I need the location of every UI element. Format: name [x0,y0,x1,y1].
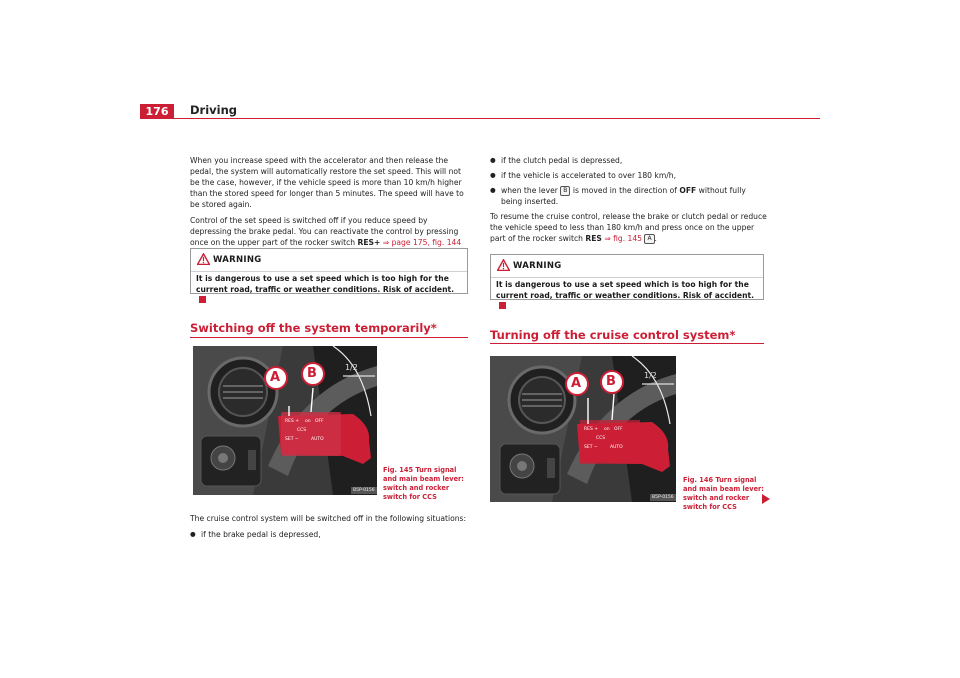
control-key: A [644,234,654,244]
end-marker-icon [499,302,506,309]
figure-caption: Fig. 146 Turn signal and main beam lever: switch and rocker switch for CCS [683,476,764,511]
figure-label-b: B [307,366,317,381]
dashboard-illustration [193,346,377,495]
key-label: RES+ [357,238,381,247]
paragraph: Control of the set speed is switched off if you reduce speed by depressing the brake pedal. You can reactivate the control by pressing once on the upper part of the rocker switch RES+ ⇒ page 175, fig. 144 [190,215,468,259]
paragraph: When you increase speed with the accelerator and then release the pedal, the system will automatically restore the set speed. This will not be the case, however, if the vehicle speed is more than 10 km/h higher than the stored speed for longer than 5 minutes. The speed will have to be stored again. [190,156,464,209]
svg-text:SET −: SET − [285,437,299,442]
figure-caption: Fig. 145 Turn signal and main beam lever: switch and rocker switch for CCS [383,466,464,501]
figure-label-a: A [270,370,281,385]
header-rule [140,118,820,119]
list-item: ● if the clutch pedal is depressed, [490,155,768,166]
section-rule [490,343,764,344]
paragraph: The cruise control system will be switched off in the following situations: [190,514,467,523]
key-label: OFF [679,186,697,195]
figure-label-b: B [606,374,616,389]
figure-145 [193,346,377,495]
warning-box [190,248,468,294]
figure-code: B5P-0156 [652,495,674,500]
section-title: Turning off the cruise control system* [490,328,736,342]
svg-text:on: on [305,419,311,424]
end-marker-icon [199,296,206,303]
paragraph: To resume the cruise control, release the brake or clutch pedal or reduce the vehicle speed to less than 180 km/h and press once on the upper part of the rocker switch RES ⇒ fig. 145 A . [490,212,767,243]
svg-text:OFF: OFF [315,419,324,424]
right-column [490,155,768,249]
figure-label-a: A [571,376,582,391]
svg-text:1/2: 1/2 [644,371,657,380]
control-key: B [560,186,570,196]
svg-text:AUTO: AUTO [311,437,324,442]
section-title: Switching off the system temporarily* [190,321,437,335]
svg-text:RES +: RES + [285,419,300,424]
svg-text:SET −: SET − [584,445,598,450]
warning-box [490,254,764,300]
warning-icon [197,253,210,265]
running-head: Driving [190,103,238,117]
page-number: 176 [140,104,174,119]
list-item: ● when the lever B is moved in the direction of OFF without fully being inserted. [490,185,768,207]
warning-title: WARNING [213,255,262,265]
svg-text:on: on [604,427,610,432]
left-column-lower [190,513,468,544]
list-item: ● if the vehicle is accelerated to over 180 km/h, [490,170,768,181]
key-label: RES [585,234,602,243]
continue-arrow-icon [762,494,770,504]
warning-text: It is dangerous to use a set speed which is too high for the current road, traffic or weather conditions. Risk of accident. [496,280,754,300]
cross-reference-link[interactable]: ⇒ fig. 145 [604,234,643,243]
list-item: ● if the brake pedal is depressed, [190,529,468,540]
warning-title: WARNING [513,261,562,271]
svg-text:CCS: CCS [297,428,307,433]
dashboard-illustration [490,356,676,502]
svg-text:OFF: OFF [614,427,623,432]
figure-code: B5P-0156 [353,488,375,493]
svg-text:RES +: RES + [584,427,599,432]
svg-text:CCS: CCS [596,436,606,441]
warning-text: It is dangerous to use a set speed which is too high for the current road, traffic or weather conditions. Risk of accident. [196,274,454,294]
section-rule [190,337,468,338]
svg-text:AUTO: AUTO [610,445,623,450]
svg-text:1/2: 1/2 [345,363,358,372]
figure-146 [490,356,676,502]
warning-icon [497,259,510,271]
cross-reference-link[interactable]: ⇒ page 175, fig. 144 [382,238,462,247]
